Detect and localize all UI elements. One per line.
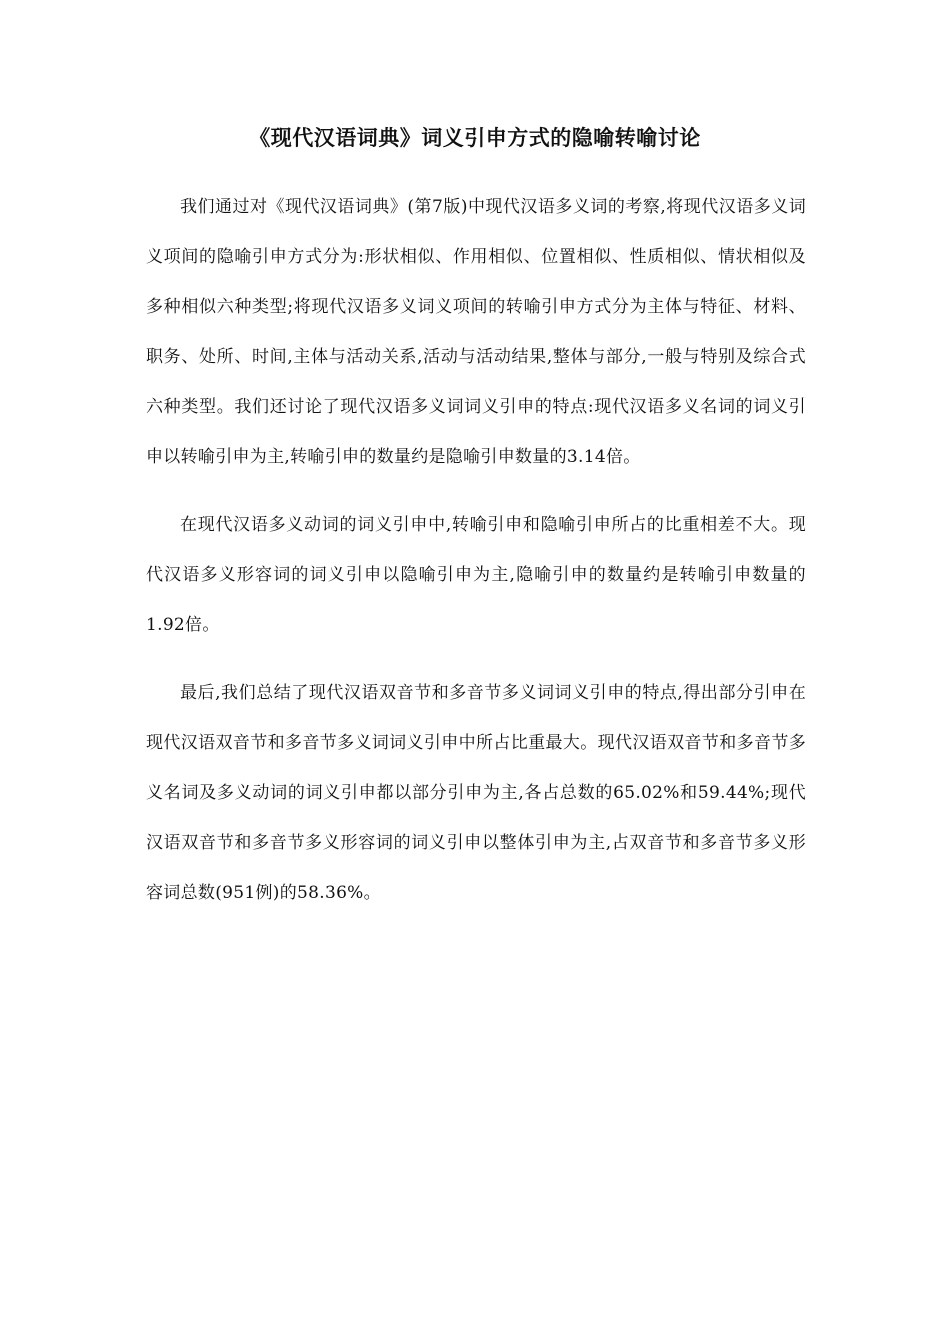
paragraph-2: 在现代汉语多义动词的词义引申中,转喻引申和隐喻引申所占的比重相差不大。现代汉语多义形容词的词义引申以隐喻引申为主,隐喻引申的数量约是转喻引申数量的1.92倍。 [146, 515, 806, 635]
paragraph-1: 我们通过对《现代汉语词典》(第7版)中现代汉语多义词的考察,将现代汉语多义词义项间的隐喻引申方式分为:形状相似、作用相似、位置相似、性质相似、情状相似及多种相似六种类型;将现代汉语多义词义项间的转喻引申方式分为主体与特征、材料、职务、处所、时间,主体与活动关系,活动与活动结果,整体与部分,一般与特别及综合式六种类型。我们还讨论了现代汉语多义词词义引申的特点:现代汉语多义名词的词义引申以转喻引申为主,转喻引申的数量约是隐喻引申数量的3.14倍。 [146, 197, 806, 467]
document-body [146, 182, 806, 936]
document-title: 《现代汉语词典》词义引申方式的隐喻转喻讨论 [249, 125, 701, 150]
paragraph-3: 最后,我们总结了现代汉语双音节和多音节多义词词义引申的特点,得出部分引申在现代汉语双音节和多音节多义词词义引申中所占比重最大。现代汉语双音节和多音节多义名词及多义动词的词义引申都以部分引申为主,各占总数的65.02%和59.44%;现代汉语双音节和多音节多义形容词的词义引申以整体引申为主,占双音节和多音节多义形容词总数(951例)的58.36%。 [146, 683, 806, 903]
